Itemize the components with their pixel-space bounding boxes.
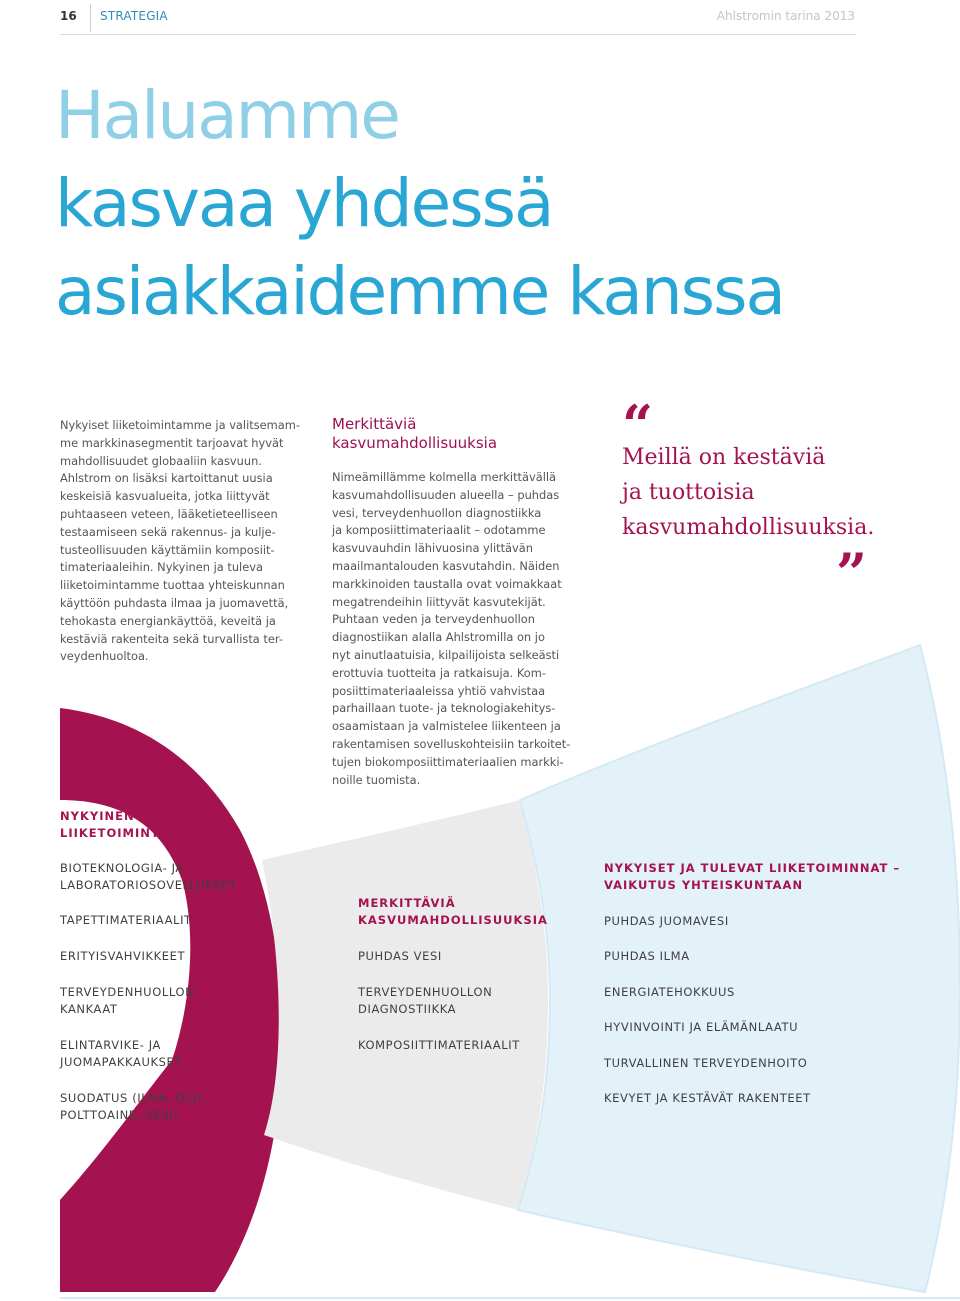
pull-quote <box>622 440 922 545</box>
title-line-3: asiakkaidemme kanssa <box>55 253 784 330</box>
growth-opportunities-heading <box>358 895 548 929</box>
current-business-heading-line-1: NYKYINEN <box>60 809 135 823</box>
growth-line: ja komposiittimateriaalit – odotamme <box>332 523 546 538</box>
growth-line: kasvuvauhdin lähivuosina ylittävän <box>332 541 533 556</box>
current-business-heading-line-2: LIIKETOIMINTA <box>60 826 169 840</box>
societal-impact-heading <box>604 860 900 894</box>
growth-line: maailmantalouden kasvutahdin. Näiden <box>332 558 560 573</box>
growth-line: osaamistaan ja valmistelee liikenteen ja <box>332 719 561 734</box>
growth-line: tujen biokomposiittimateriaalien markki- <box>332 754 564 769</box>
intro-line: liiketoimintamme tuottaa yhteiskunnan <box>60 578 285 593</box>
list-item: JUOMAPAKKAUKSET <box>60 1055 183 1069</box>
current-business-heading <box>60 808 169 842</box>
list-item: PUHDAS VESI <box>358 949 442 963</box>
list-item: ERITYISVAHVIKKEET <box>60 949 186 963</box>
growth-line: Nimeämillämme kolmella merkittävällä <box>332 470 557 484</box>
societal-impact-heading-line-1: NYKYISET JA TULEVAT LIIKETOIMINNAT – <box>604 861 901 875</box>
growth-line: markkinoiden taustalla ovat voimakkaat <box>332 576 562 591</box>
title-line-2: kasvaa yhdessä <box>55 165 553 242</box>
intro-line: mahdollisuudet globaaliin kasvuun. <box>60 453 262 468</box>
section-label: STRATEGIA <box>100 9 168 23</box>
growth-line: kasvumahdollisuuden alueella – puhdas <box>332 487 560 502</box>
intro-line: tusteollisuuden käyttämiin komposiit- <box>60 542 275 557</box>
list-item: KANKAAT <box>60 1002 118 1016</box>
growth-line: vesi, terveydenhuollon diagnostiikka <box>332 505 542 520</box>
list-item: TERVEYDENHUOLLON <box>60 985 195 999</box>
list-item: HYVINVOINTI JA ELÄMÄNLAATU <box>604 1020 799 1034</box>
quote-close-mark: ” <box>836 541 868 605</box>
growth-line: nyt ainutlaatuisia, kilpailijoista selkeästi <box>332 647 560 662</box>
list-item: PUHDAS ILMA <box>604 949 690 963</box>
growth-line: rakentamisen sovelluskohteisiin tarkoitet- <box>332 736 571 751</box>
growth-paragraph <box>332 469 582 789</box>
list-item: TURVALLINEN TERVEYDENHOITO <box>604 1056 808 1070</box>
intro-line: testaamiseen sekä rakennus- ja kulje- <box>60 524 276 539</box>
intro-line: timateriaaleihin. Nykyinen ja tuleva <box>60 560 263 575</box>
list-item: PUHDAS JUOMAVESI <box>604 914 729 928</box>
intro-line: veydenhuoltoa. <box>60 649 149 664</box>
intro-line: tehokasta energiankäyttöä, keveitä ja <box>60 613 276 628</box>
list-item: TERVEYDENHUOLLON <box>358 985 493 999</box>
growth-opportunities-heading-line-1: MERKITTÄVIÄ <box>358 896 456 910</box>
list-item: POLTTOAINE, VESI) <box>60 1108 179 1122</box>
quote-open-mark: “ <box>622 393 654 457</box>
growth-line: Puhtaan veden ja terveydenhuollon <box>332 612 535 627</box>
growth-line: posiittimateriaaleissa yhtiö vahvistaa <box>332 683 546 698</box>
growth-line: parhaillaan tuote- ja teknologiakehitys- <box>332 701 556 716</box>
growth-heading <box>332 415 497 453</box>
intro-paragraph <box>60 417 310 666</box>
intro-line: kestäviä rakenteita sekä turvallista ter- <box>60 631 283 646</box>
title-line-1: Haluamme <box>55 77 399 154</box>
growth-heading-line-2: kasvumahdollisuuksia <box>332 434 498 452</box>
societal-impact-heading-line-2: VAIKUTUS YHTEISKUNTAAN <box>604 878 804 892</box>
list-item: TAPETTIMATERIAALIT <box>60 913 192 927</box>
growth-line: megatrendeihin liittyvät kasvutekijät. <box>332 594 546 609</box>
intro-line: puhtaaseen veteen, lääketieteelliseen <box>60 506 278 521</box>
intro-line: keskeisiä kasvualueita, jotka liittyvät <box>60 489 270 504</box>
growth-line: erottuvia tuotteita ja ratkaisuja. Kom- <box>332 665 546 680</box>
list-item: KOMPOSIITTIMATERIAALIT <box>358 1038 520 1052</box>
list-item: SUODATUS (ILMA, ÖLJY, <box>60 1091 209 1105</box>
growth-line: diagnostiikan alalla Ahlstromilla on jo <box>332 630 545 645</box>
list-item: BIOTEKNOLOGIA- JA <box>60 861 184 875</box>
intro-line: Nykyiset liiketoimintamme ja valitsemam- <box>60 418 300 432</box>
intro-line: Ahlstrom on lisäksi kartoittanut uusia <box>60 471 273 486</box>
list-item: ELINTARVIKE- JA <box>60 1038 161 1052</box>
pull-quote-line-2: ja tuottoisia <box>622 480 755 505</box>
band-societal-impact <box>518 645 960 1292</box>
pull-quote-line-1: Meillä on kestäviä <box>622 445 826 470</box>
list-item: DIAGNOSTIIKKA <box>358 1002 457 1016</box>
list-item: KEVYET JA KESTÄVÄT RAKENTEET <box>604 1091 811 1105</box>
publication-title: Ahlstromin tarina 2013 <box>716 9 855 23</box>
intro-line: me markkinasegmentit tarjoavat hyvät <box>60 435 284 450</box>
list-item: LABORATORIOSOVELLUKSET <box>60 878 237 892</box>
intro-line: käyttöön puhdasta ilmaa ja juomavettä, <box>60 595 289 610</box>
page-number: 16 <box>60 9 77 23</box>
growth-heading-line-1: Merkittäviä <box>332 415 417 433</box>
pull-quote-line-3: kasvumahdollisuuksia. <box>622 515 875 540</box>
growth-line: noille tuomista. <box>332 772 421 787</box>
growth-opportunities-heading-line-2: KASVUMAHDOLLISUUKSIA <box>358 913 548 927</box>
list-item: ENERGIATEHOKKUUS <box>604 985 735 999</box>
